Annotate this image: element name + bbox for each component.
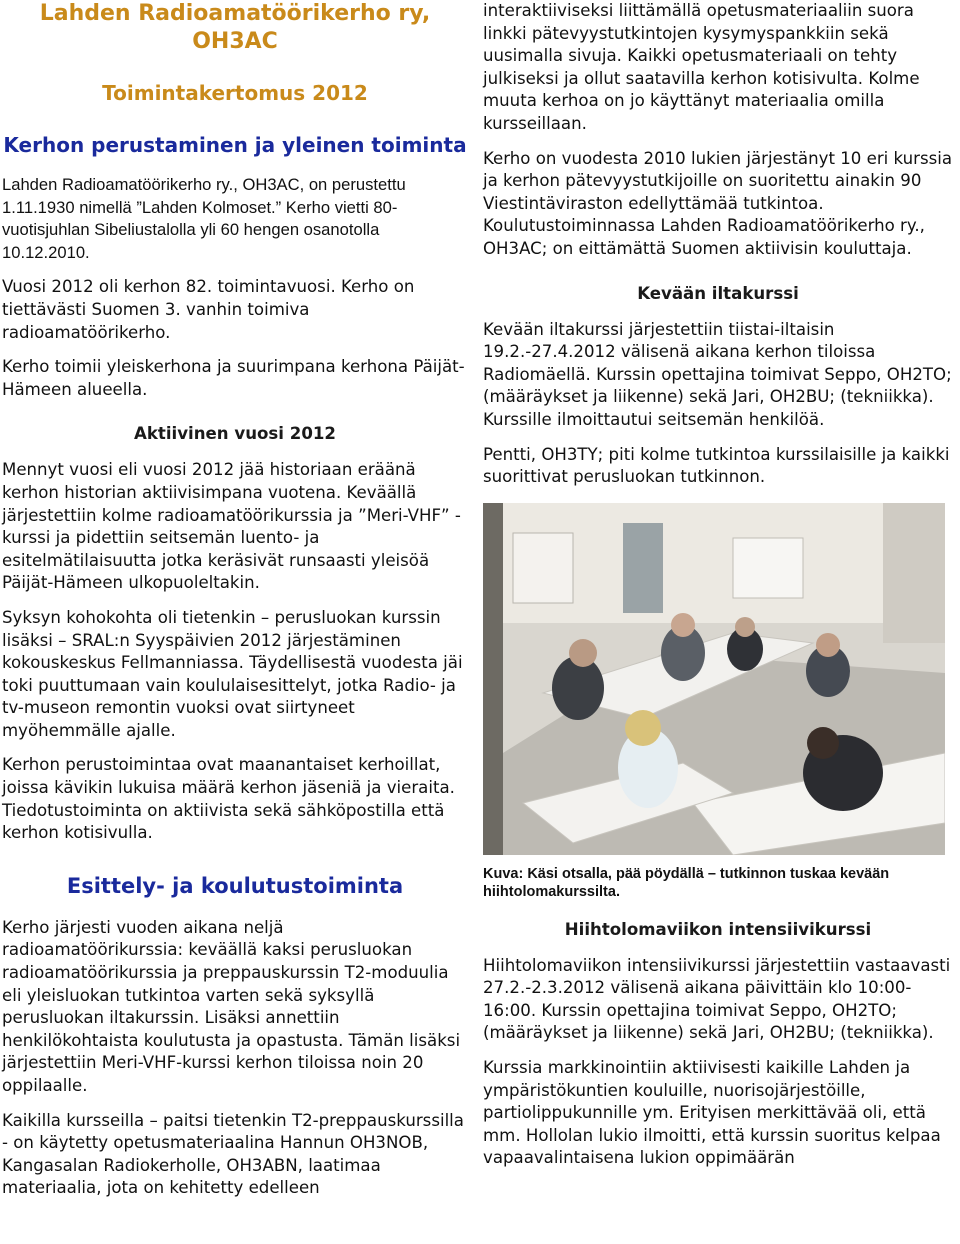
- paragraph-year: Vuosi 2012 oli kerhon 82. toimintavuosi. Kerho on tiettävästi Suomen 3. vanhin toimiva radioamatöörikerho.: [2, 277, 415, 342]
- section-heading-founding: Kerhon perustaminen ja yleinen toiminta: [3, 133, 467, 157]
- paragraph-courses: Kerho järjesti vuoden aikana neljä radioamatöörikurssia: keväällä kaksi perusluokan radioamatöörikurssia ja preppauskurssin T2-moduulia eli yleisluokan tutkintoa varten sekä syksyllä perusluokan iltakurssin. Lisäksi annettiin henkilökohtaista koulutusta ja opastusta. Tämän lisäksi järjestettiin Meri-VHF-kurssi kerhon tiloissa noin 20 oppilaalle.: [2, 917, 461, 1095]
- paragraph-materials-cont: interaktiiviseksi liittämällä opetusmateriaaliin suora linkki pätevyystutkintojen kysymyspankkiin sekä uusimalla sivuja. Kaikki opetusmateriaali on tehty julkiseksi ja ollut saatavilla kerhon kotisivulta. Kolme muuta kerhoa on jo käyttänyt materiaalia omilla kursseillaan.: [483, 1, 920, 133]
- section-heading-education: Esittely- ja koulutustoiminta: [66, 873, 404, 898]
- left-column: [2, 0, 468, 1212]
- course-photo: [483, 503, 945, 855]
- paragraph-spring-course: Kevään iltakurssi järjestettiin tiistai-iltaisin 19.2.-27.4.2012 välisenä aikana kerhon tiloissa Radiomäellä. Kurssin opettajina toimivat Seppo, OH2TO; (määräykset ja liikenne) sekä Jari, OH2BU; (tekniikka). Kurssille ilmoittautui seitsemän henkilöä.: [483, 319, 952, 429]
- paragraph-autumn: Syksyn kohokohta oli tietenkin – perusluokan kurssin lisäksi – SRAL:n Syyspäivien 2012 järjestäminen kokouskeskus Fellmanniassa. Täydellisestä vuodesta jäi toki puuttumaan vain koululaisesittelyt, jotka Radio- ja tv-museon remontin vuoksi ovat siirtyneet myöhemmälle ajalle.: [2, 607, 463, 740]
- section-heading-intensive-course: Hiihtolomaviikon intensiivikurssi: [564, 919, 872, 939]
- paragraph-marketing: Kurssia markkinointiin aktiivisesti kaikille Lahden ja ympäristökuntien kouluille, nuorisojärjestöille, partiolippukunnille ym. Erityisen merkittävää oli, että mm. Hollolan lukio ilmoitti, että kurssin suoritus kelpaa vapaavalintaisena lukion oppimäärän: [483, 1058, 941, 1168]
- paragraph-intensive-course: Hiihtolomaviikon intensiivikurssi järjestettiin vastaavasti 27.2.-2.3.2012 välisenä aikana päivittäin klo 10:00-16:00. Kurssin opettajina toimivat Seppo, OH2TO; (määräykset ja liikenne) sekä Jari, OH2BU; (tekniikka).: [483, 955, 951, 1043]
- document-title: Lahden Radioamatöörikerho ry, OH3AC: [39, 1, 431, 54]
- paragraph-founding: Lahden Radioamatöörikerho ry., OH3AC, on perustettu 1.11.1930 nimellä ”Lahden Kolmoset.” Kerho vietti 80-vuotisjuhlan Sibeliustalolla yli 60 hengen osanotolla 10.12.2010.: [2, 175, 406, 262]
- section-heading-spring-course: Kevään iltakurssi: [637, 283, 799, 303]
- paragraph-basic-activity: Kerhon perustoimintaa ovat maanantaiset kerhoillat, joissa kävikin lukuisa määrä kerhon jäseniä ja vieraita. Tiedotustoiminta on aktiivista sekä sähköpostilla että kerhon kotisivulla.: [2, 755, 455, 843]
- document-subtitle: Toimintakertomus 2012: [102, 81, 368, 105]
- paragraph-active-year: Mennyt vuosi eli vuosi 2012 jää historiaan eräänä kerhon historian aktiivisimpana vuotena. Keväällä järjestettiin kolme radioamatöörikurssia ja ”Meri-VHF” -kurssi ja pidettiin seitsemän luento- ja esitelmätilaisuutta jotka keräsivät runsaasti yleisöä Päijät-Hämeen ulkopuoleltakin.: [2, 460, 461, 593]
- paragraph-general-club: Kerho toimii yleiskerhona ja suurimpana kerhona Päijät-Hämeen alueella.: [2, 357, 465, 399]
- photo-caption: Kuva: Käsi otsalla, pää pöydällä – tutkinnon tuskaa kevään hiihtolomakurssilta.: [483, 865, 890, 900]
- section-heading-active-year: Aktiivinen vuosi 2012: [134, 424, 336, 444]
- paragraph-exams: Pentti, OH3TY; piti kolme tutkintoa kurssilaisille ja kaikki suorittivat perusluokan tutkinnon.: [483, 444, 950, 487]
- paragraph-materials: Kaikilla kursseilla – paitsi tietenkin T2-preppauskurssilla - on käytetty opetusmateriaalina Hannun OH3NOB, Kangasalan Radiokerholle, OH3ABN, laatimaa materiaalia, jota on kehitetty edelleen: [2, 1110, 464, 1198]
- right-column: [483, 0, 953, 1182]
- paragraph-course-stats: Kerho on vuodesta 2010 lukien järjestänyt 10 eri kurssia ja kerhon pätevyystutkijoille on suoritettu ainakin 90 Viestintäviraston edellyttämää tutkintoa. Koulutustoiminnassa Lahden Radioamatöörikerho ry., OH3AC; on eittämättä Suomen aktiivisin kouluttaja.: [483, 148, 953, 258]
